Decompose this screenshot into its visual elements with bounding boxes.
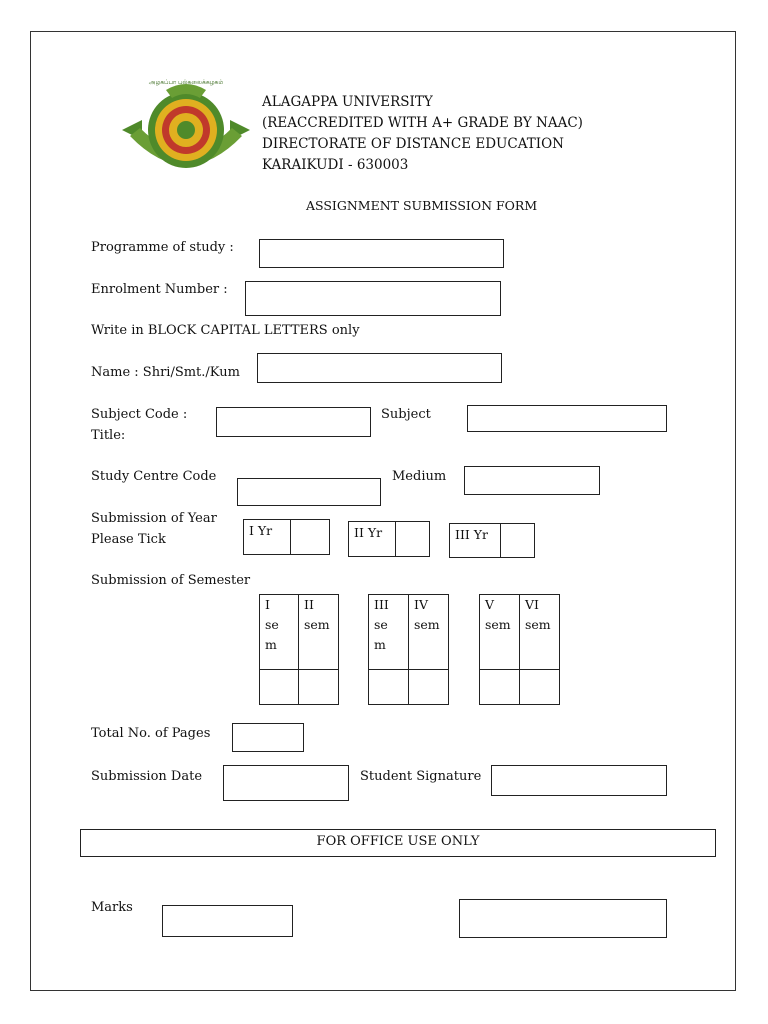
block-caps-note: Write in BLOCK CAPITAL LETTERS only <box>91 323 360 338</box>
sem-6-header: VI sem <box>519 594 560 670</box>
directorate-line: DIRECTORATE OF DISTANCE EDUCATION <box>262 136 564 152</box>
office-use-label: FOR OFFICE USE ONLY <box>316 834 480 849</box>
marks-label: Marks <box>91 900 133 915</box>
name-field[interactable] <box>257 353 502 383</box>
accreditation-line: (REACCREDITED WITH A+ GRADE BY NAAC) <box>262 115 583 131</box>
university-logo <box>120 74 252 180</box>
sem-5-header: V sem <box>479 594 520 670</box>
subject-code-field[interactable] <box>216 407 371 437</box>
programme-label: Programme of study : <box>91 240 234 255</box>
year-3-label: III Yr <box>455 527 489 542</box>
student-signature-field[interactable] <box>491 765 667 796</box>
medium-field[interactable] <box>464 466 600 495</box>
study-centre-label: Study Centre Code <box>91 469 217 484</box>
year-2-label: II Yr <box>354 525 383 540</box>
sem-4-header: IV sem <box>408 594 449 670</box>
sem-6-checkbox[interactable] <box>519 669 560 705</box>
total-pages-label: Total No. of Pages <box>91 726 211 741</box>
office-use-banner <box>80 829 716 857</box>
enrolment-field[interactable] <box>245 281 501 316</box>
year-2-checkbox[interactable] <box>396 522 429 556</box>
name-label: Name : Shri/Smt./Kum <box>91 365 240 380</box>
submission-date-label: Submission Date <box>91 769 203 784</box>
programme-field[interactable] <box>259 239 504 268</box>
submission-year-label: Submission of Year <box>91 511 217 526</box>
subject-field[interactable] <box>467 405 667 432</box>
sem-5-checkbox[interactable] <box>479 669 520 705</box>
address-line: KARAIKUDI - 630003 <box>262 157 409 173</box>
university-name: ALAGAPPA UNIVERSITY <box>262 94 433 110</box>
year-1-group <box>243 519 330 555</box>
study-centre-field[interactable] <box>237 478 381 506</box>
enrolment-label: Enrolment Number : <box>91 282 228 297</box>
sem-2-header: II sem <box>298 594 339 670</box>
marks-field[interactable] <box>162 905 293 937</box>
sem-3-header: III se m <box>368 594 409 670</box>
medium-label: Medium <box>392 469 447 484</box>
subject-label: Subject <box>381 407 431 422</box>
sem-2-checkbox[interactable] <box>298 669 339 705</box>
sem-1-checkbox[interactable] <box>259 669 299 705</box>
student-signature-label: Student Signature <box>360 769 482 784</box>
sem-4-checkbox[interactable] <box>408 669 449 705</box>
submission-date-field[interactable] <box>223 765 349 801</box>
office-remarks-field[interactable] <box>459 899 667 938</box>
svg-text:அழகப்பா பல்கலைக்கழகம்: அழகப்பா பல்கலைக்கழகம் <box>148 79 224 86</box>
year-3-group <box>449 523 535 558</box>
sem-1-header: I se m <box>259 594 299 670</box>
year-1-label: I Yr <box>249 523 273 538</box>
form-title: ASSIGNMENT SUBMISSION FORM <box>306 198 538 213</box>
year-2-group <box>348 521 430 557</box>
please-tick-label: Please Tick <box>91 532 166 547</box>
total-pages-field[interactable] <box>232 723 304 752</box>
subject-code-label: Subject Code : <box>91 407 188 422</box>
title-label: Title: <box>91 428 126 443</box>
submission-semester-label: Submission of Semester <box>91 573 251 588</box>
year-3-checkbox[interactable] <box>501 524 534 557</box>
svg-text:EXCELLENCE IN ACTION: EXCELLENCE IN ACTION <box>156 168 216 174</box>
year-1-checkbox[interactable] <box>291 520 329 554</box>
sem-3-checkbox[interactable] <box>368 669 409 705</box>
